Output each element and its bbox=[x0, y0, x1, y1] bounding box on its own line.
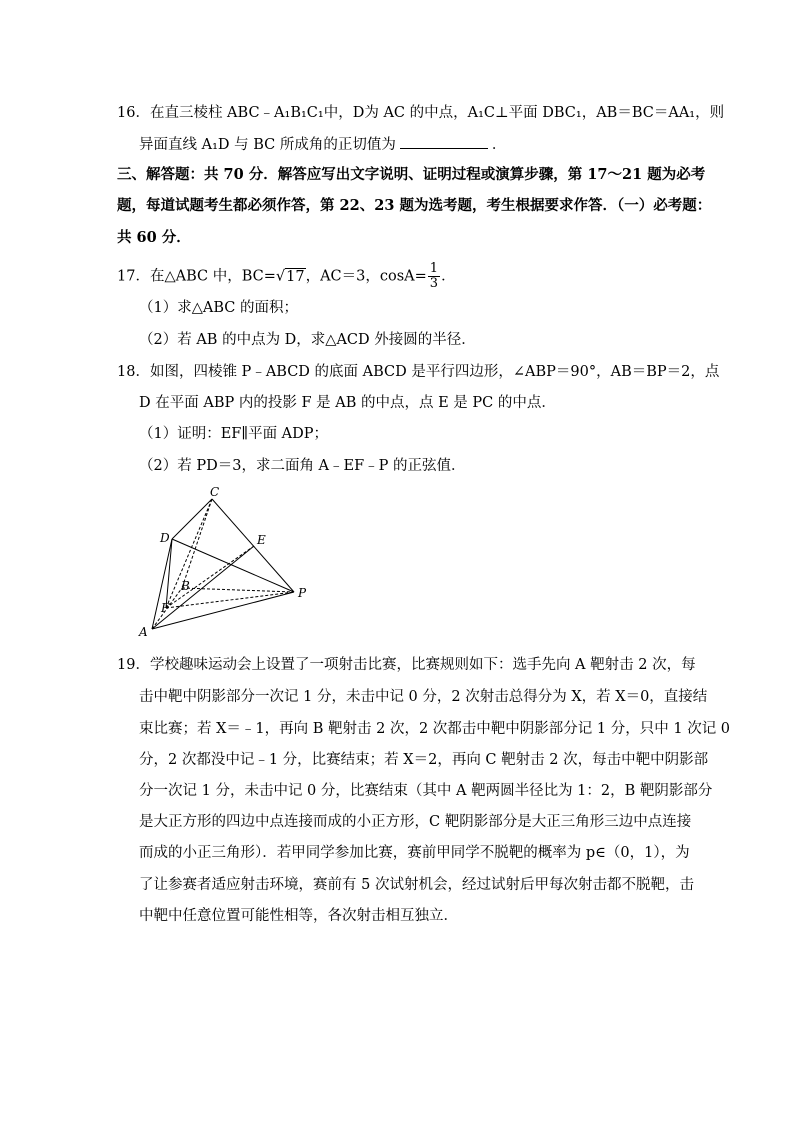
section3-line-3: 共 60 分． bbox=[117, 229, 191, 246]
label-A: A bbox=[139, 625, 148, 639]
section3-line-2: 题，每道试题考生都必须作答，第 22、23 题为选考题，考生根据要求作答．（一）必考题： bbox=[117, 197, 712, 214]
q18-line-2: D 在平面 ABP 内的投影 F 是 AB 的中点，点 E 是 PC 的中点． bbox=[139, 395, 556, 411]
q19-line-5: 分一次记 1 分，未击中记 0 分，比赛结束（其中 A 靶两圆半径比为 1：2，B 靶阴影部分 bbox=[139, 783, 713, 799]
q17-stem bbox=[117, 262, 456, 291]
pyramid-figure bbox=[134, 484, 324, 644]
label-E: E bbox=[257, 533, 266, 547]
q16-line-2-text: 异面直线 A₁D 与 BC 所成角的正切值为 bbox=[139, 137, 396, 153]
label-D: D bbox=[160, 531, 170, 545]
edge-CB bbox=[182, 499, 212, 588]
q18-part-2: （2）若 PD＝3，求二面角 A﹣EF﹣P 的正弦值． bbox=[139, 458, 466, 474]
q19-line-1: 19．学校趣味运动会上设置了一项射击比赛，比赛规则如下：选手先向 A 靶射击 2 次，每 bbox=[117, 657, 696, 673]
label-P: P bbox=[298, 586, 307, 600]
label-C: C bbox=[210, 485, 220, 499]
q18-part-1: （1）证明：EF∥平面 ADP； bbox=[139, 426, 329, 442]
q17-stem-b: ，AC＝3，cosA= bbox=[305, 268, 427, 285]
q17-stem-c: ． bbox=[441, 268, 456, 285]
label-B: B bbox=[181, 579, 190, 593]
q19-line-9: 中靶中任意位置可能性相等，各次射击相互独立． bbox=[139, 908, 458, 924]
fraction-denominator: 3 bbox=[429, 276, 439, 291]
sqrt-value: 17 bbox=[286, 268, 305, 285]
q19-line-2: 击中靶中阴影部分一次记 1 分，未击中记 0 分，2 次射击总得分为 X，若 X＝0，直接结 bbox=[139, 689, 708, 705]
fraction-numerator: 1 bbox=[429, 261, 439, 276]
q19-line-7: 而成的小正三角形）．若甲同学参加比赛，赛前甲同学不脱靶的概率为 p∈（0，1），为 bbox=[139, 845, 690, 861]
q16-line-1: 16．在直三棱柱 ABC﹣A₁B₁C₁中，D为 AC 的中点，A₁C⊥平面 DBC₁，AB＝BC＝AA₁，则 bbox=[117, 105, 725, 121]
q16-end: ． bbox=[491, 137, 507, 153]
q16-line-2 bbox=[139, 134, 506, 155]
edge-DP bbox=[172, 539, 294, 592]
edge-CP bbox=[212, 499, 294, 592]
edge-AP bbox=[152, 592, 294, 629]
segment-FP bbox=[166, 592, 294, 608]
q17-stem-a: 17．在△ABC 中，BC= bbox=[117, 268, 276, 285]
q19-line-3: 束比赛；若 X＝﹣1，再向 B 靶射击 2 次，2 次都击中靶中阴影部分记 1 分，只中 1 次记 0 bbox=[139, 721, 731, 737]
q19-line-8: 了让参赛者适应射击环境，赛前有 5 次试射机会，经过试射后甲每次射击都不脱靶，击 bbox=[139, 877, 694, 893]
q18-line-1: 18．如图，四棱锥 P﹣ABCD 的底面 ABCD 是平行四边形，∠ABP＝90°，AB＝BP＝2，点 bbox=[117, 364, 720, 380]
fraction bbox=[428, 262, 440, 291]
answer-blank bbox=[400, 134, 488, 149]
q19-line-6: 是大正方形的四边中点连接而成的小正方形，C 靶阴影部分是大正三角形三边中点连接 bbox=[139, 814, 692, 830]
q17-part-2: （2）若 AB 的中点为 D，求△ACD 外接圆的半径． bbox=[139, 332, 476, 348]
sqrt-sign: √ bbox=[275, 268, 286, 285]
label-F: F bbox=[161, 601, 170, 615]
q19-line-4: 分，2 次都没中记﹣1 分，比赛结束；若 X＝2，再向 C 靶射击 2 次，每击中靶中阴影部 bbox=[139, 752, 709, 768]
segment-DF bbox=[166, 539, 172, 608]
edge-DC bbox=[172, 499, 212, 539]
section3-line-1: 三、解答题：共 70 分．解答应写出文字说明、证明过程或演算步骤，第 17～21 题为必考 bbox=[117, 166, 706, 183]
q17-part-1: （1）求△ABC 的面积； bbox=[139, 300, 298, 316]
